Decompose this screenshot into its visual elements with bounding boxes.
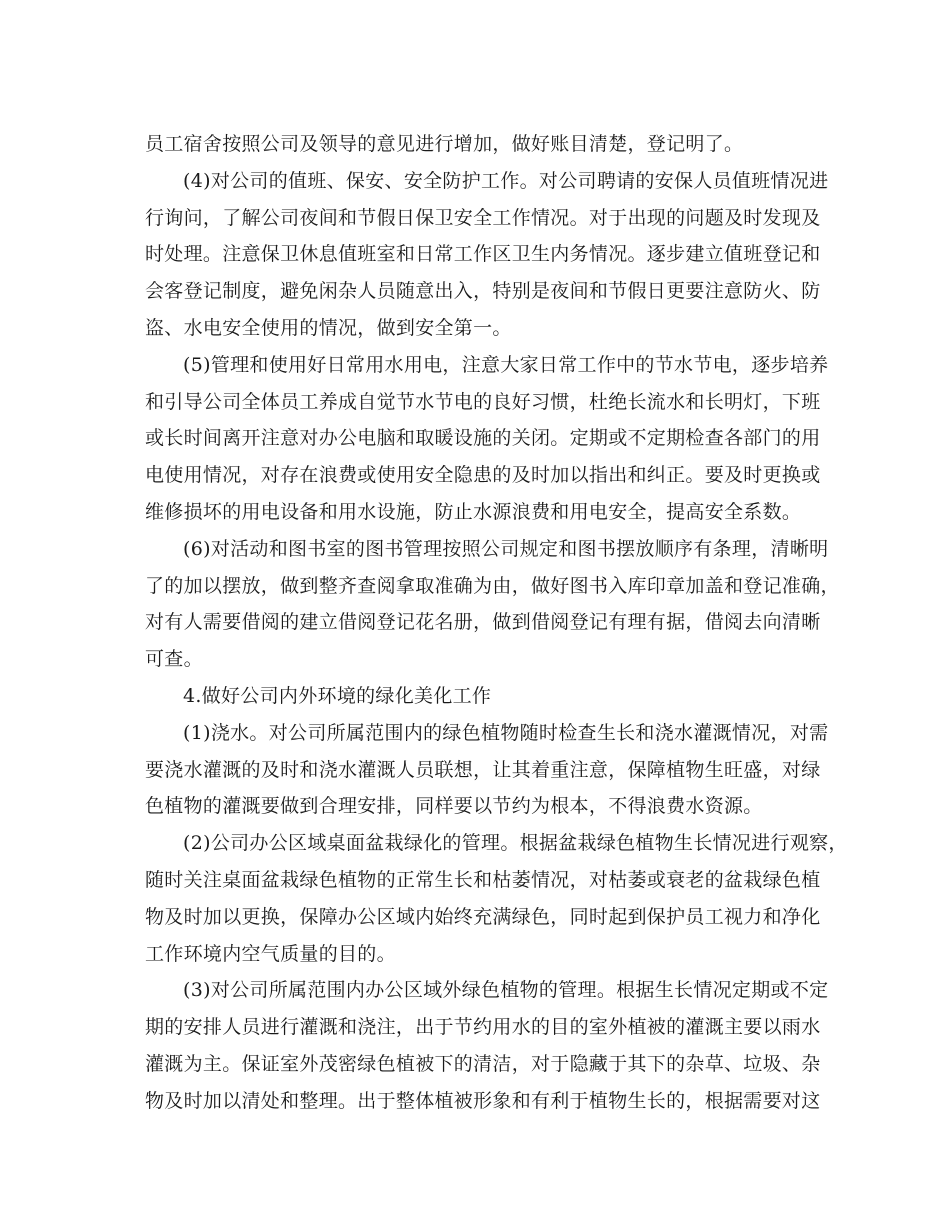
text-line: 物及时加以更换，保障办公区域内始终充满绿色，同时起到保护员工视力和净化 — [145, 905, 821, 928]
text-line: 电使用情况，对存在浪费或使用安全隐患的及时加以指出和纠正。要及时更换或 — [145, 464, 821, 487]
text-line: 行询问，了解公司夜间和节假日保卫安全工作情况。对于出现的问题及时发现及 — [145, 206, 821, 229]
text-line: (6)对活动和图书室的图书管理按照公司规定和图书摆放顺序有条理，清晰明 — [183, 537, 829, 560]
text-line: 了的加以摆放，做到整齐查阅拿取准确为由，做好图书入库印章加盖和登记准确， — [145, 574, 840, 597]
paragraph-item-2-desk-plants — [145, 825, 848, 972]
text-line: 会客登记制度，避免闲杂人员随意出入，特别是夜间和节假日更要注意防火、防 — [145, 280, 821, 303]
text-line: 维修损坏的用电设备和用水设施，防止水源浪费和用电安全，提高安全系数。 — [145, 500, 802, 523]
text-line: 时处理。注意保卫休息值班室和日常工作区卫生内务情况。逐步建立值班登记和 — [145, 243, 821, 266]
text-line: 要浇水灌溉的及时和浇水灌溉人员联想，让其着重注意，保障植物生旺盛，对绿 — [145, 758, 821, 781]
text-line: 灌溉为主。保证室外茂密绿色植被下的清洁，对于隐藏于其下的杂草、垃圾、杂 — [145, 1052, 821, 1075]
text-line: (3)对公司所属范围内办公区域外绿色植物的管理。根据生长情况定期或不定 — [183, 979, 829, 1002]
text-line: (5)管理和使用好日常用水用电，注意大家日常工作中的节水节电，逐步培养 — [183, 353, 829, 376]
text-line: (1)浇水。对公司所属范围内的绿色植物随时检查生长和浇水灌溉情况，对需 — [183, 721, 829, 744]
text-line: 和引导公司全体员工养成自觉节水节电的良好习惯，杜绝长流水和长明灯，下班 — [145, 390, 821, 413]
text-line: (4)对公司的值班、保安、安全防护工作。对公司聘请的安保人员值班情况进 — [183, 169, 829, 192]
text-line: 色植物的灌溉要做到合理安排，同样要以节约为根本，不得浪费水资源。 — [145, 795, 763, 818]
paragraph-item-3-outdoor-plants — [145, 972, 829, 1119]
text-line: 期的安排人员进行灌溉和浇注，出于节约用水的目的室外植被的灌溉主要以雨水 — [145, 1016, 821, 1039]
text-line: 或长时间离开注意对办公电脑和取暖设施的关闭。定期或不定期检查各部门的用 — [145, 427, 821, 450]
text-line: 对有人需要借阅的建立借阅登记花名册，做到借阅登记有理有据，借阅去向清晰 — [145, 611, 821, 634]
document-body — [145, 126, 848, 1120]
text-line: 员工宿舍按照公司及领导的意见进行增加，做好账目清楚，登记明了。 — [145, 133, 744, 155]
paragraph-item-1-watering — [145, 715, 829, 825]
section-heading-4-greening — [145, 678, 825, 715]
text-line: 盗、水电安全使用的情况，做到安全第一。 — [145, 316, 512, 339]
paragraph-item-5-utilities — [145, 347, 829, 531]
text-line: 可查。 — [145, 648, 203, 671]
paragraph-continuation — [145, 126, 825, 163]
paragraph-item-6-library — [145, 531, 840, 678]
paragraph-item-4-security — [145, 163, 829, 347]
text-line: 工作环境内空气质量的目的。 — [145, 942, 396, 965]
text-line: 随时关注桌面盆栽绿色植物的正常生长和枯萎情况，对枯萎或衰老的盆栽绿色植 — [145, 868, 821, 891]
text-line: (2)公司办公区域桌面盆栽绿化的管理。根据盆栽绿色植物生长情况进行观察， — [183, 832, 848, 855]
text-line: 4.做好公司内外环境的绿化美化工作 — [183, 684, 492, 707]
text-line: 物及时加以清处和整理。出于整体植被形象和有利于植物生长的，根据需要对这 — [145, 1089, 821, 1112]
